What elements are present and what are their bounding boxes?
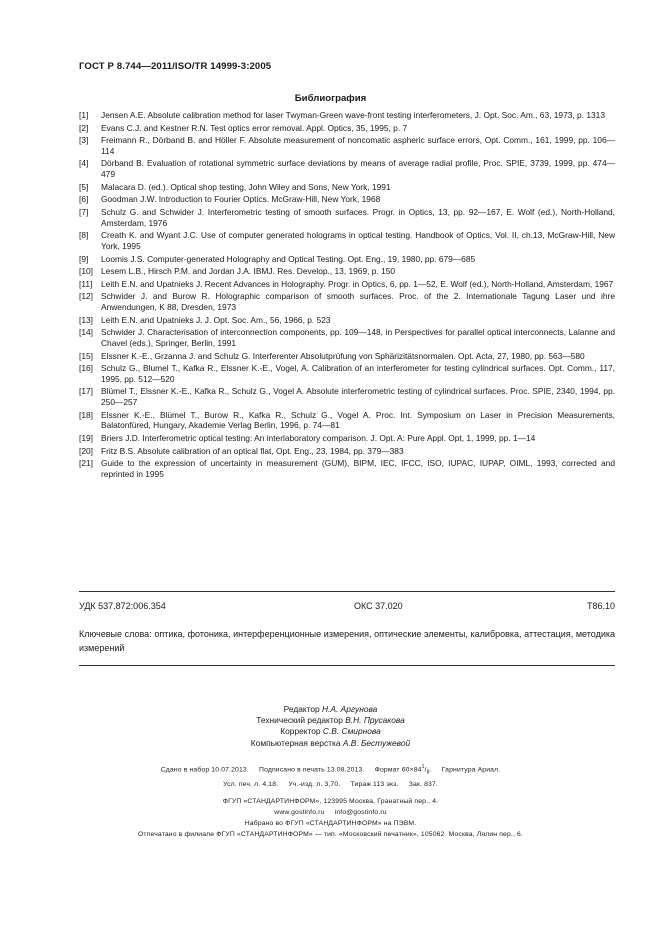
entry-text: Freimann R., Dörband B. and Höller F. Absolute measurement of noncomatic aspheric surface errors, Opt. Comm., 161, 1999, pp. 106—114 [101,135,615,156]
printing-line-1: Сдано в набор 10.07.2013. Подписано в печать 13.08.2013. Формат $60\times 84^1/_8$. Гарнитура Ариал. [160,764,501,776]
entry-text: Elssner K.-E., Grzanna J. and Schulz G. Interferenter Absolutprüfung von Sphärizitätsnormalen. Opt. Acta, 27, 1980, pp. 563—580 [101,350,585,361]
divider-top [79,591,615,592]
bibliography-entry [79,433,615,444]
credit-name: С.В. Смирнова [322,726,381,737]
bibliography-entry [79,254,615,265]
bibliography-entry [79,386,615,407]
credit-line [0,715,661,726]
credit-role: Корректор [280,726,321,737]
credit-name: А.В. Бестужевой [342,737,411,748]
entry-text: Goodman J.W. Introduction to Fourier Optics. McGraw-Hill, New York, 1968 [101,194,381,205]
bibliography-entry [79,135,615,156]
credit-name: Н.А. Аргунова [322,704,378,714]
printing-line-2: Усл. печ. л. 4,18. Уч.-изд. л. 3,70. Тираж 113 экз. Зак. 837. [223,780,438,788]
entry-number: [7] [79,206,89,217]
bibliography-entry [79,123,615,134]
entry-number: [17] [79,386,93,397]
entry-number: [2] [79,122,89,133]
bibliography-title: Библиография [294,93,367,104]
standard-designation: ГОСТ Р 8.744—2011/ISO/TR 14999-3:2005 [79,61,272,72]
entry-number: [8] [79,230,89,241]
credit-line [0,704,661,715]
entry-number: [9] [79,253,89,264]
bibliography-entry [79,363,615,384]
entry-number: [4] [79,158,89,169]
bibliography-entry [79,327,615,348]
credit-name: В.Н. Прусакова [345,715,405,726]
entry-number: [16] [79,363,93,374]
entry-text: Schulz G., Blumel T., Kafka R., Elssner K.-E., Vogel, A. Calibration of an interferometer for testing cylindrical surfaces. Opt. Comm., 117, 1995, pp. 512—520 [101,363,615,384]
entry-number: [13] [79,314,93,325]
entry-number: [19] [79,433,93,444]
entry-text: Creath K. and Wyant J.C. Use of computer generated holograms in optical testing. Handbook of Optics, Vol. II, ch.13, McGraw-Hill, New York, 1995 [101,230,615,251]
bibliography-entry [79,291,615,312]
entry-text: Elssner K.-E., Blümel T., Burow R., Kafka R., Schulz G., Vogel A. Proc. Int. Symposium on Laser in Precision Measurements, Balatonfüred, Hungary, Akademie Verlag Berlin, 1996, p. 74—81 [101,409,615,431]
entry-text: Leith E.N. and Upatnieks J. Recent Advances in Holography. Progr. in Optics, 6, pp. 1—52, E. Wolf (ed.), North-Holland, Amsterdam, 1967 [101,278,614,289]
entry-number: [18] [79,409,93,420]
entry-text: Schulz G. and Schwider J. Interferometric testing of smooth surfaces. Progr. in Optics, 13, pp. 92—167, E. Wolf (ed.), North-Holland, Amsterdam, 1976 [101,206,615,228]
bibliography-entry [79,110,615,121]
entry-text: Fritz B.S. Absolute calibration of an optical flat, Opt. Eng., 23, 1984, pp. 379—383 [101,445,404,456]
bibliography-entry [79,351,615,362]
bibliography-entry [79,230,615,251]
entry-number: [21] [79,458,93,469]
bibliography-entry [79,410,615,431]
entry-number: [11] [79,278,93,289]
entry-text: Evans C.J. and Kestner R.N. Test optics error removal. Appl. Optics, 35, 1995, p. 7 [101,122,408,133]
entry-text: Guide to the expression of uncertainty in measurement (GUM), BIPM, IEC, IFCC, ISO, IUPAC, IUPAP, OIML, 1993, corrected and reprinted in 1995 [101,458,615,479]
publisher-line-1: ФГУП «СТАНДАРТИНФОРМ», 123995 Москва, Гранатный пер., 4. [222,798,439,805]
entry-text: Leith E.N. and Upatnieks J. J. Opt. Soc. Am., 56, 1966, p. 523 [101,314,331,325]
bibliography-entry [79,446,615,457]
publisher-line-2: www.gostinfo.ru info@gostinfo.ru [274,809,387,816]
bibliography-entry [79,266,615,277]
entry-number: [14] [79,327,93,338]
bibliography-entry [79,279,615,290]
bibliography-entry [79,182,615,193]
entry-number: [3] [79,135,89,146]
bibliography-list [79,110,615,482]
printing-info [0,762,661,790]
entry-number: [5] [79,181,89,192]
credits-block [0,704,661,749]
divider-bottom [79,665,615,666]
entry-text: Malacara D. (ed.). Optical shop testing, John Wiley and Sons, New York, 1991 [101,181,391,192]
entry-number: [12] [79,291,93,302]
entry-number: [10] [79,266,93,277]
publisher-info [0,796,661,840]
bibliography-entry [79,458,615,479]
entry-number: [20] [79,445,93,456]
entry-text: Lesem L.B., Hirsch P.M. and Jordan J.A. IBMJ. Res. Develop., 13, 1969, p. 150 [101,266,396,277]
entry-text: Jensen A.E. Absolute calibration method for laser Twyman-Green wave-front testing interferometers, J. Opt. Soc. Am., 63, 1973, p. 1313 [101,110,605,120]
credit-role: Редактор [283,704,320,714]
bibliography-entry [79,194,615,205]
keywords: Ключевые слова: оптика, фотоника, интерференционные измерения, оптические элементы, калибровка, аттестация, методика измерений [79,629,615,653]
entry-text: Schwider J. Characterisation of interconnection components, pp. 109—148, in Perspectives for parallel optical interconnects, Lalanne and Chavel (eds.), Springer, Berlin, 1991 [101,327,615,348]
entry-number: [15] [79,350,93,361]
entry-text: Briers J.D. Interferometric optical testing: An interlaboratory comparison. J. Opt. A: Pure Appl. Opt, 1, 1999, pp. 1—14 [101,433,536,444]
entry-text: Loomis J.S. Computer-generated Holography and Optical Testing. Opt. Eng., 19, 1980, pp. 679—685 [101,253,476,264]
credit-role: Технический редактор [256,715,343,726]
credit-line [0,738,661,749]
bibliography-entry [79,207,615,228]
credit-role: Компьютерная верстка [250,737,341,748]
publisher-line-3: Набрано во ФГУП «СТАНДАРТИНФОРМ» на ПЭВМ. [244,820,417,827]
udk-code: УДК 537.872:006.354 [79,601,166,611]
bibliography-entry [79,315,615,326]
credit-line [0,726,661,737]
entry-number: [1] [79,110,89,120]
publisher-line-4: Отпечатано в филиале ФГУП «СТАНДАРТИНФОРМ» — тип. «Московский печатник», 105062 Москва, Лялин пер., 6. [137,831,523,838]
bibliography-entry [79,158,615,179]
entry-text: Blümel T., Elssner K.-E., Kafka R., Schulz G., Vogel A. Absolute interferometric testing of cylindrical surfaces. Proc. SPIE, 2340, 1994, pp. 250—257 [101,386,615,408]
entry-text: Schwider J. and Burow R. Holographic comparison of smooth surfaces. Proc. of the 2. Internationale Tagung Laser und ihre Anwendungen, K 88, Dresden, 1973 [101,291,615,313]
category-code: Т86.10 [586,601,615,611]
entry-number: [6] [79,194,89,205]
oks-code: ОКС 37.020 [354,601,403,611]
entry-text: Dörband B. Evaluation of rotational symmetric surface deviations by means of average radial profile, Proc. SPIE, 3739, 1999, pp. 474—479 [101,158,615,180]
